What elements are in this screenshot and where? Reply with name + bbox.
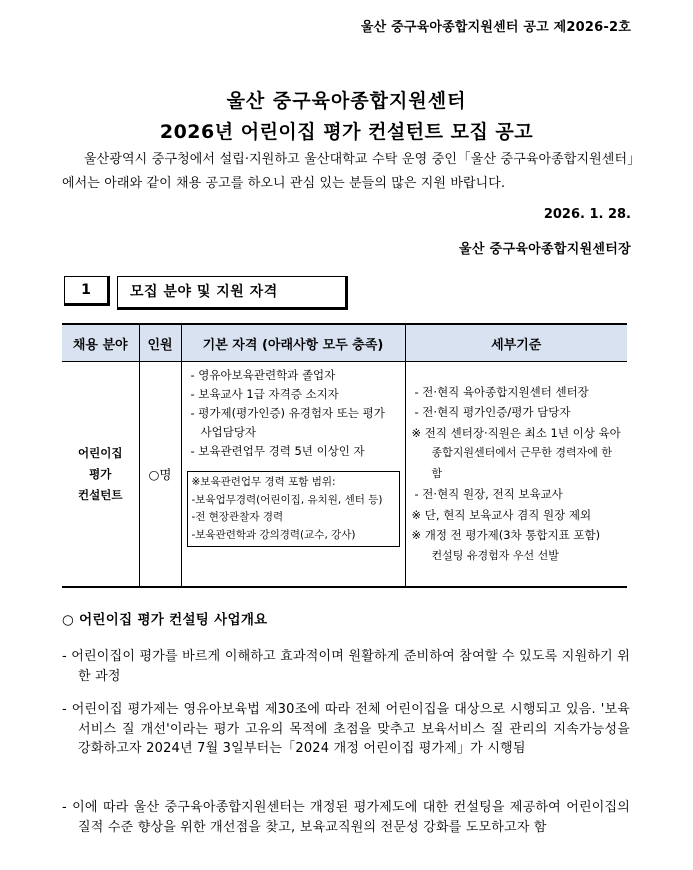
header-detail-criteria: 세부기준: [405, 324, 627, 362]
list-note: ※ 전직 센터장·직원은 최소 1년 이상 육아: [411, 425, 621, 440]
table-row: [62, 362, 627, 588]
list-note: ※ 단, 현직 보육교사 겸직 원장 제외: [411, 507, 592, 522]
detail-criteria-list: [412, 382, 622, 567]
list-item: - 전·현직 원장, 전직 보육교사: [414, 487, 563, 502]
header-count: 인원: [139, 324, 181, 362]
experience-scope-box: [187, 471, 400, 547]
list-note-continuation: 컨설팅 유경험자 우선 선발: [431, 548, 559, 562]
section-title-box: 모집 분야 및 지원 자격: [117, 276, 348, 310]
page-title-organization: 울산 중구육아종합지원센터: [226, 90, 467, 112]
field-cell: [62, 362, 139, 588]
field-line: 어린이집: [78, 445, 123, 460]
list-item: - 전·현직 육아종합지원센터 센터장: [414, 384, 589, 399]
header-field: 채용 분야: [62, 324, 139, 362]
signer: 울산 중구육아종합지원센터장: [459, 242, 631, 257]
overview-paragraph: - 이에 따라 울산 중구육아종합지원센터는 개정된 평가제도에 대한 컨설팅을 제공하여 어린이집의 질적 수준 향상을 위한 개선점을 찾고, 보육교직원의 전문성 강화를 도모하고자 함: [62, 800, 630, 835]
field-line: 컨설턴트: [78, 487, 123, 502]
list-item: - 평가제(평가인증) 유경험자 또는 평가 사업담당자: [190, 406, 385, 439]
scope-line: -보육업무경력(어린이집, 유치원, 센터 등): [191, 493, 383, 506]
field-line: 평가: [89, 466, 112, 481]
list-item: - 전·현직 평가인증/평가 담당자: [414, 405, 571, 420]
list-note-continuation: 종합지원센터에서 근무한 경력자에 한함: [431, 446, 613, 480]
scope-line: -전 현장관찰자 경력: [191, 511, 284, 523]
notice-number: 울산 중구육아종합지원센터 공고 제2026-2호: [360, 20, 631, 35]
scope-line: ※보육관련업무 경력 포함 범위:: [191, 476, 336, 488]
list-item: - 영유아보육관련학과 졸업자: [190, 368, 336, 382]
table-header-row: [62, 324, 627, 362]
overview-heading: ○ 어린이집 평가 컨설팅 사업개요: [62, 612, 268, 628]
recruitment-table: [62, 323, 627, 588]
basic-qualification-cell: [181, 362, 405, 588]
page-title-announcement: 2026년 어린이집 평가 컨설턴트 모집 공고: [159, 121, 534, 143]
detail-criteria-cell: [405, 362, 627, 588]
scope-line: -보육관련학과 강의경력(교수, 강사): [191, 528, 356, 541]
count-cell: ○명: [139, 362, 181, 588]
header-basic-qualification: 기본 자격 (아래사항 모두 충족): [181, 324, 405, 362]
list-note: ※ 개정 전 평가제(3차 통합지표 포함): [411, 528, 601, 543]
intro-paragraph: 울산광역시 중구청에서 설립·지원하고 울산대학교 수탁 운영 중인「울산 중구육아종합지원센터」에서는 아래와 같이 채용 공고를 하오니 관심 있는 분들의 많은 지원 바랍니다.: [62, 152, 634, 191]
basic-qualification-list: [187, 366, 400, 461]
overview-paragraph: - 어린이집이 평가를 바르게 이해하고 효과적이며 원활하게 준비하여 참여할 수 있도록 지원하기 위한 과정: [62, 649, 630, 684]
list-item: - 보육관련업무 경력 5년 이상인 자: [190, 444, 365, 458]
list-item: - 보육교사 1급 자격증 소지자: [190, 387, 339, 401]
announcement-date: 2026. 1. 28.: [543, 207, 631, 222]
overview-paragraph: - 어린이집 평가제는 영유아보육법 제30조에 따라 전체 어린이집을 대상으로 시행되고 있음. '보육서비스 질 개선'이라는 평가 고유의 목적에 초점을 맞추고 보육서비스 질 관리의 지속가능성을 강화하고자 2024년 7월 3일부터는「2024 개정 어린이집 평가제」가 시행됨: [62, 702, 630, 756]
section-number-box: 1: [64, 276, 110, 306]
